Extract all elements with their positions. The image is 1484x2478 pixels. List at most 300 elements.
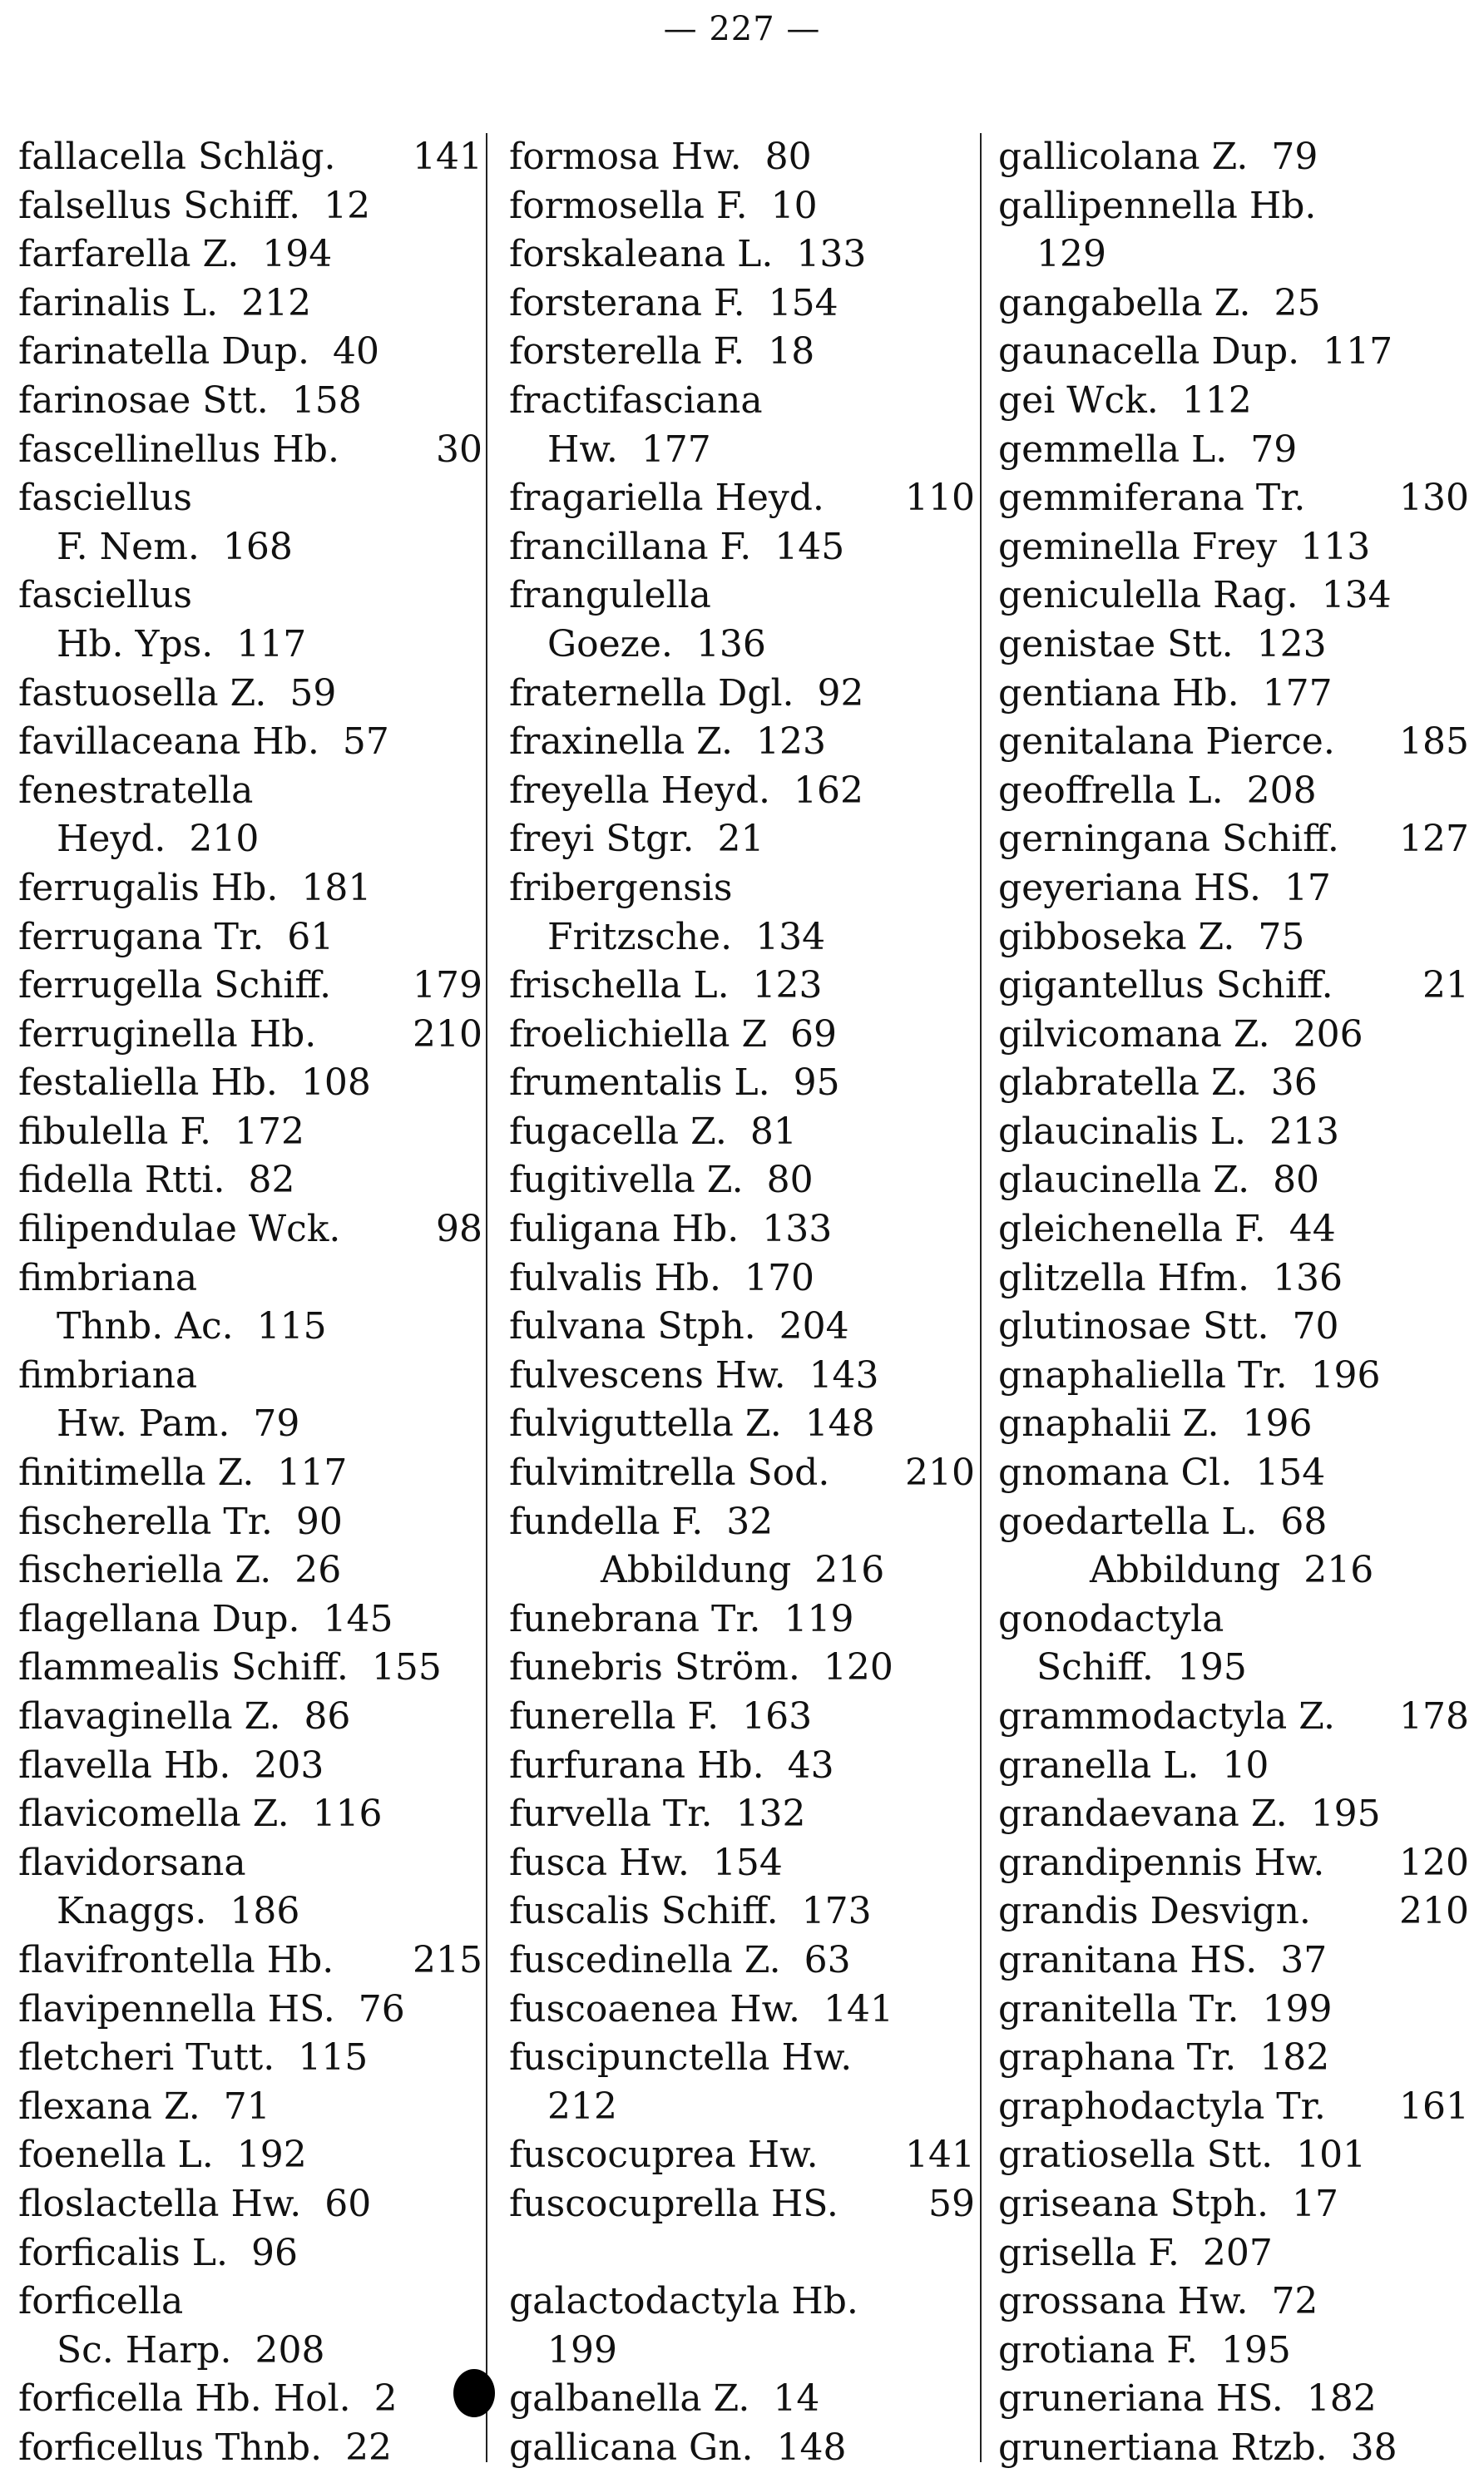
entry-term: fundella F. <box>509 1500 704 1543</box>
index-entry <box>18 670 482 719</box>
entry-term: fuligana Hb. <box>509 1208 740 1251</box>
entry-term: gangabella Z. <box>998 281 1251 324</box>
index-entry <box>18 1156 482 1205</box>
entry-term: fraternella Dgl. <box>509 671 794 715</box>
index-entry <box>998 670 1469 719</box>
entry-term: granella L. <box>998 1744 1200 1787</box>
index-entry <box>998 1839 1469 1888</box>
index-entry <box>509 474 975 523</box>
entry-term: glitzella Hfm. <box>998 1256 1249 1299</box>
index-entry <box>18 2278 482 2327</box>
entry-term: Thnb. Ac. <box>57 1305 234 1348</box>
index-entry <box>998 2278 1469 2327</box>
entry-page-number: 213 <box>1269 1110 1339 1153</box>
entry-page-number: 120 <box>1399 1841 1469 1884</box>
entry-page-number: 10 <box>1222 1744 1269 1787</box>
entry-page-number: 37 <box>1280 1938 1328 1981</box>
index-entry <box>18 1254 482 1303</box>
entry-term: froelichiella Z <box>509 1012 768 1056</box>
entry-page-number: 199 <box>1262 1987 1333 2030</box>
entry-page-number: 70 <box>1292 1305 1339 1348</box>
entry-page-number: 44 <box>1289 1208 1336 1251</box>
ink-blot <box>453 2369 495 2417</box>
index-entry <box>998 2424 1469 2473</box>
entry-term: Sc. Harp. <box>57 2328 232 2372</box>
entry-page-number: 21 <box>1422 964 1469 1007</box>
index-entry <box>509 1205 975 1254</box>
entry-page-number: 117 <box>1323 330 1393 373</box>
index-entry <box>998 2180 1469 2229</box>
entry-page-number: 148 <box>804 1402 875 1446</box>
entry-page-number: 21 <box>717 818 764 861</box>
entry-page-number: 134 <box>755 915 826 958</box>
index-entry <box>18 767 482 816</box>
entry-page-number: 79 <box>1271 136 1318 178</box>
index-entry <box>18 133 482 182</box>
entry-page-number: 195 <box>1176 1646 1247 1689</box>
index-entry <box>998 815 1469 864</box>
entry-term: gentiana Hb. <box>998 671 1239 715</box>
index-entry <box>18 1644 482 1693</box>
entry-page-number: 182 <box>1306 2377 1377 2421</box>
index-entry <box>18 182 482 231</box>
entry-page-number: 145 <box>323 1597 393 1640</box>
entry-page-number: 212 <box>241 281 312 324</box>
index-entry <box>998 1303 1469 1352</box>
entry-term: gemmella L. <box>998 428 1228 471</box>
index-entry <box>998 1986 1469 2035</box>
index-entry <box>998 962 1469 1011</box>
entry-page-number: 12 <box>324 184 371 227</box>
index-entry <box>998 2327 1469 2376</box>
entry-term: gallicolana Z. <box>998 136 1249 178</box>
entry-term: funerella F. <box>509 1695 720 1738</box>
entry-term: fusca Hw. <box>509 1841 690 1884</box>
index-column-3 <box>998 133 1469 2473</box>
entry-term: granitana HS. <box>998 1938 1258 1981</box>
entry-page-number: 113 <box>1300 525 1371 568</box>
index-entry <box>509 1254 975 1303</box>
entry-term: fragariella Heyd. <box>509 477 824 520</box>
entry-page-number: 79 <box>1250 428 1298 471</box>
index-entry <box>18 1011 482 1060</box>
index-entry <box>998 2375 1469 2424</box>
entry-page-number: 40 <box>333 330 380 373</box>
entry-term: forficalis L. <box>18 2231 228 2274</box>
entry-page-number: 210 <box>189 818 260 861</box>
entry-page-number: 172 <box>235 1110 304 1153</box>
index-entry <box>998 328 1469 377</box>
entry-page-number: 10 <box>770 184 818 227</box>
entry-term: grammodactyla Z. <box>998 1695 1336 1738</box>
entry-page-number: 110 <box>905 477 975 520</box>
entry-term: Heyd. <box>57 818 166 861</box>
index-entry <box>998 1352 1469 1401</box>
entry-page-number: 60 <box>324 2182 372 2225</box>
entry-page-number: 195 <box>1310 1793 1381 1836</box>
entry-term: geminella Frey <box>998 525 1278 568</box>
index-entry <box>509 2278 975 2327</box>
entry-page-number: 120 <box>823 1646 893 1689</box>
index-entry <box>509 1693 975 1742</box>
index-entry <box>509 133 975 182</box>
entry-term: grotiana F. <box>998 2328 1198 2372</box>
index-entry <box>18 2083 482 2132</box>
entry-term: fractifasciana <box>509 378 763 422</box>
entry-page-number: 182 <box>1259 2036 1330 2080</box>
index-entry <box>509 1742 975 1791</box>
entry-term: flavipennella HS. <box>18 1987 335 2030</box>
index-entry <box>509 913 975 962</box>
entry-page-number: 143 <box>809 1353 879 1397</box>
entry-page-number: 43 <box>787 1744 834 1787</box>
index-entry <box>18 230 482 279</box>
index-entry <box>18 1108 482 1157</box>
index-entry <box>998 133 1469 182</box>
entry-term: fulviguttella Z. <box>509 1402 782 1446</box>
index-entry <box>18 2375 482 2424</box>
index-entry <box>18 1352 482 1401</box>
index-column-1 <box>18 133 482 2473</box>
index-entry <box>998 1693 1469 1742</box>
entry-page-number: 61 <box>287 915 334 958</box>
index-entry <box>509 1449 975 1498</box>
entry-page-number: 179 <box>413 964 482 1007</box>
index-entry <box>509 864 975 913</box>
index-entry <box>509 1986 975 2035</box>
entry-page-number: 96 <box>250 2231 298 2274</box>
entry-page-number: 210 <box>413 1012 482 1056</box>
index-entry <box>18 962 482 1011</box>
entry-term: frangulella <box>509 574 711 617</box>
entry-page-number: 173 <box>801 1890 872 1933</box>
entry-page-number: 168 <box>222 525 293 568</box>
index-entry <box>998 2083 1469 2132</box>
entry-page-number: 86 <box>304 1695 351 1738</box>
entry-term: foenella L. <box>18 2134 214 2177</box>
index-entry <box>509 279 975 329</box>
entry-term: flexana Z. <box>18 2085 200 2128</box>
entry-term: grunertiana Rtzb. <box>998 2426 1328 2469</box>
entry-page-number: 80 <box>1273 1159 1320 1202</box>
entry-page-number: 127 <box>1399 818 1469 861</box>
entry-page-number: 132 <box>735 1793 806 1836</box>
entry-term: glutinosae Stt. <box>998 1305 1269 1348</box>
entry-term: 129 <box>1036 233 1106 276</box>
entry-page-number: 71 <box>223 2085 270 2128</box>
entry-page-number: 203 <box>254 1744 324 1787</box>
index-entry <box>18 1595 482 1645</box>
index-entry <box>509 815 975 864</box>
entry-page-number: 178 <box>1399 1695 1469 1738</box>
entry-term: fuscocuprea Hw. <box>509 2134 819 2177</box>
index-entry <box>998 2034 1469 2083</box>
entry-page-number: 161 <box>1399 2085 1469 2128</box>
index-entry <box>998 1011 1469 1060</box>
entry-term: fugacella Z. <box>509 1110 727 1153</box>
entry-term: flavella Hb. <box>18 1744 231 1787</box>
entry-term: gaunacella Dup. <box>998 330 1300 373</box>
index-entry <box>509 1887 975 1936</box>
entry-page-number: 208 <box>1246 769 1317 812</box>
entry-page-number: 59 <box>289 671 337 715</box>
entry-term: fuscipunctella Hw. <box>509 2036 853 2080</box>
index-entry <box>998 1546 1469 1595</box>
entry-page-number: 130 <box>1399 477 1469 520</box>
entry-page-number: 25 <box>1274 281 1321 324</box>
entry-page-number: 216 <box>1303 1549 1374 1592</box>
entry-term: flavicomella Z. <box>18 1793 289 1836</box>
index-entry <box>998 1400 1469 1449</box>
entry-term: Hw. Pam. <box>57 1402 230 1446</box>
entry-page-number: 98 <box>436 1208 482 1251</box>
entry-term: forsterella F. <box>509 330 745 373</box>
index-entry <box>18 1986 482 2035</box>
entry-term: forsterana F. <box>509 281 745 324</box>
entry-page-number: 195 <box>1220 2328 1291 2372</box>
entry-term: falsellus Schiff. <box>18 184 301 227</box>
entry-page-number: 154 <box>768 281 838 324</box>
index-entry <box>18 279 482 329</box>
entry-term: flammealis Schiff. <box>18 1646 349 1689</box>
index-entry <box>998 1205 1469 1254</box>
entry-page-number: 26 <box>294 1549 342 1592</box>
index-entry <box>998 1644 1469 1693</box>
entry-term: gnomana Cl. <box>998 1452 1233 1495</box>
index-entry <box>509 1352 975 1401</box>
index-entry <box>509 230 975 279</box>
index-entry <box>18 2034 482 2083</box>
entry-term: grandaevana Z. <box>998 1793 1288 1836</box>
entry-page-number: 80 <box>766 1159 814 1202</box>
index-entry <box>998 571 1469 621</box>
index-entry <box>998 1059 1469 1108</box>
entry-page-number: 145 <box>774 525 845 568</box>
index-entry <box>18 2327 482 2376</box>
entry-term: gilvicomana Z. <box>998 1012 1270 1056</box>
index-entry <box>18 1546 482 1595</box>
index-entry <box>998 718 1469 767</box>
index-entry <box>509 718 975 767</box>
entry-term: freyi Stgr. <box>509 818 695 861</box>
entry-page-number: 68 <box>1280 1500 1328 1543</box>
index-entry <box>509 2034 975 2083</box>
index-entry <box>509 1303 975 1352</box>
entry-term: funebris Ström. <box>509 1646 800 1689</box>
entry-term: Goeze. <box>547 622 673 665</box>
index-column-2 <box>509 133 975 2473</box>
entry-page-number: 92 <box>817 671 864 715</box>
entry-term: gibboseka Z. <box>998 915 1235 958</box>
index-entry <box>998 913 1469 962</box>
index-entry <box>998 1108 1469 1157</box>
index-entry <box>509 670 975 719</box>
index-entry <box>998 230 1469 279</box>
entry-term: F. Nem. <box>57 525 200 568</box>
index-entry <box>509 1011 975 1060</box>
index-entry <box>18 377 482 426</box>
entry-page-number: 115 <box>256 1305 327 1348</box>
index-entry <box>509 2327 975 2376</box>
entry-page-number: 204 <box>779 1305 849 1348</box>
entry-page-number: 112 <box>1181 378 1252 422</box>
index-entry <box>18 2229 482 2278</box>
entry-term: geniculella Rag. <box>998 574 1298 617</box>
index-entry <box>998 1254 1469 1303</box>
entry-page-number: 154 <box>712 1841 783 1884</box>
entry-term: graphodactyla Tr. <box>998 2085 1326 2128</box>
entry-page-number: 158 <box>291 378 362 422</box>
index-entry <box>18 1059 482 1108</box>
entry-page-number: 17 <box>1292 2182 1338 2225</box>
index-entry <box>509 426 975 475</box>
entry-page-number: 108 <box>300 1061 371 1105</box>
entry-term: fasciellus <box>18 477 192 520</box>
index-entry <box>509 1790 975 1839</box>
entry-page-number: 30 <box>436 428 482 471</box>
index-entry <box>509 1936 975 1986</box>
index-entry <box>18 621 482 670</box>
index-entry <box>998 1498 1469 1547</box>
index-entry <box>998 2131 1469 2180</box>
index-entry <box>509 1400 975 1449</box>
index-entry <box>18 523 482 572</box>
entry-term: fletcheri Tutt. <box>18 2036 275 2080</box>
entry-term: fischeriella Z. <box>18 1549 272 1592</box>
entry-term: gigantellus Schiff. <box>998 964 1333 1007</box>
entry-page-number: 36 <box>1270 1061 1318 1105</box>
index-entry <box>18 2131 482 2180</box>
entry-term: francillana F. <box>509 525 752 568</box>
index-entry <box>509 523 975 572</box>
index-entry <box>998 279 1469 329</box>
entry-term: frischella L. <box>509 964 730 1007</box>
entry-page-number: 210 <box>1399 1890 1469 1933</box>
index-entry <box>18 815 482 864</box>
entry-page-number: 133 <box>762 1208 833 1251</box>
entry-page-number: 136 <box>1272 1256 1343 1299</box>
entry-term: fulvalis Hb. <box>509 1256 722 1299</box>
entry-term: farfarella Z. <box>18 233 240 276</box>
entry-term: gruneriana HS. <box>998 2377 1284 2421</box>
entry-term: granitella Tr. <box>998 1987 1239 2030</box>
entry-term: fasciellus <box>18 574 192 617</box>
entry-term: fimbriana <box>18 1256 198 1299</box>
entry-term: griseana Stph. <box>998 2182 1269 2225</box>
entry-page-number: 101 <box>1296 2134 1367 2177</box>
entry-term: goedartella L. <box>998 1500 1258 1543</box>
index-entry <box>998 523 1469 572</box>
index-entry <box>509 1595 975 1645</box>
entry-page-number: 2 <box>373 2377 398 2421</box>
index-entry <box>18 1400 482 1449</box>
index-entry <box>18 1790 482 1839</box>
entry-term: Schiff. <box>1036 1646 1154 1689</box>
index-entry <box>509 621 975 670</box>
entry-term: 199 <box>547 2328 617 2372</box>
entry-term: forficellus Thnb. <box>18 2426 323 2469</box>
entry-term: forficella Hb. Hol. <box>18 2377 351 2421</box>
entry-page-number: 117 <box>277 1452 348 1495</box>
index-entry <box>509 767 975 816</box>
entry-term: Abbildung <box>601 1549 792 1592</box>
entry-term: formosella F. <box>509 184 748 227</box>
index-entry <box>509 2083 975 2132</box>
entry-page-number: 17 <box>1284 866 1331 909</box>
index-entry <box>18 1205 482 1254</box>
index-entry <box>509 2375 975 2424</box>
entry-term: glaucinalis L. <box>998 1110 1247 1153</box>
entry-term: funebrana Tr. <box>509 1597 761 1640</box>
index-entry <box>998 2229 1469 2278</box>
index-entry <box>509 1839 975 1888</box>
entry-term: geyeriana HS. <box>998 866 1261 909</box>
index-entry <box>509 1644 975 1693</box>
entry-page-number: 75 <box>1258 915 1305 958</box>
entry-page-number: 32 <box>726 1500 774 1543</box>
index-entry <box>509 2424 975 2473</box>
entry-term: Knaggs. <box>57 1890 207 1933</box>
entry-term: fuscalis Schiff. <box>509 1890 779 1933</box>
column-divider <box>980 133 982 2462</box>
entry-term: fimbriana <box>18 1353 198 1397</box>
entry-term: forficella <box>18 2280 184 2323</box>
entry-page-number: 123 <box>1256 622 1327 665</box>
entry-page-number: 76 <box>358 1987 405 2030</box>
entry-page-number: 18 <box>768 330 815 373</box>
entry-term: frumentalis L. <box>509 1061 770 1105</box>
entry-page-number: 133 <box>796 233 867 276</box>
index-entry <box>998 474 1469 523</box>
index-entry <box>509 377 975 426</box>
entry-term: gonodactyla <box>998 1597 1224 1640</box>
entry-term: grisella F. <box>998 2231 1180 2274</box>
entry-term: Hb. Yps. <box>57 622 214 665</box>
index-entry <box>509 1108 975 1157</box>
entry-page-number: 123 <box>752 964 823 1007</box>
entry-term: fallacella Schläg. <box>18 136 336 178</box>
entry-page-number: 148 <box>776 2426 847 2469</box>
index-entry <box>509 1498 975 1547</box>
index-entry <box>18 1742 482 1791</box>
entry-page-number: 196 <box>1242 1402 1313 1446</box>
entry-term: fribergensis <box>509 866 733 909</box>
index-entry <box>18 1693 482 1742</box>
entry-term: forskaleana L. <box>509 233 774 276</box>
index-entry <box>998 1595 1469 1645</box>
entry-term: gallicana Gn. <box>509 2426 754 2469</box>
entry-term: freyella Heyd. <box>509 769 771 812</box>
entry-page-number: 163 <box>742 1695 813 1738</box>
index-entry <box>998 1742 1469 1791</box>
entry-term: gemmiferana Tr. <box>998 477 1306 520</box>
index-entry <box>998 767 1469 816</box>
entry-page-number: 57 <box>342 720 389 764</box>
index-entry <box>509 571 975 621</box>
entry-page-number: 63 <box>804 1938 851 1981</box>
entry-page-number: 141 <box>905 2134 975 2177</box>
entry-page-number: 141 <box>413 136 482 178</box>
entry-page-number: 185 <box>1399 720 1469 764</box>
entry-term: gerningana Schiff. <box>998 818 1339 861</box>
index-entry <box>998 377 1469 426</box>
index-entry <box>18 1839 482 1888</box>
entry-term: flavidorsana <box>18 1841 246 1884</box>
entry-page-number: 155 <box>371 1646 442 1689</box>
entry-term: gleichenella F. <box>998 1208 1266 1251</box>
entry-term: flagellana Dup. <box>18 1597 300 1640</box>
entry-page-number: 181 <box>301 866 372 909</box>
